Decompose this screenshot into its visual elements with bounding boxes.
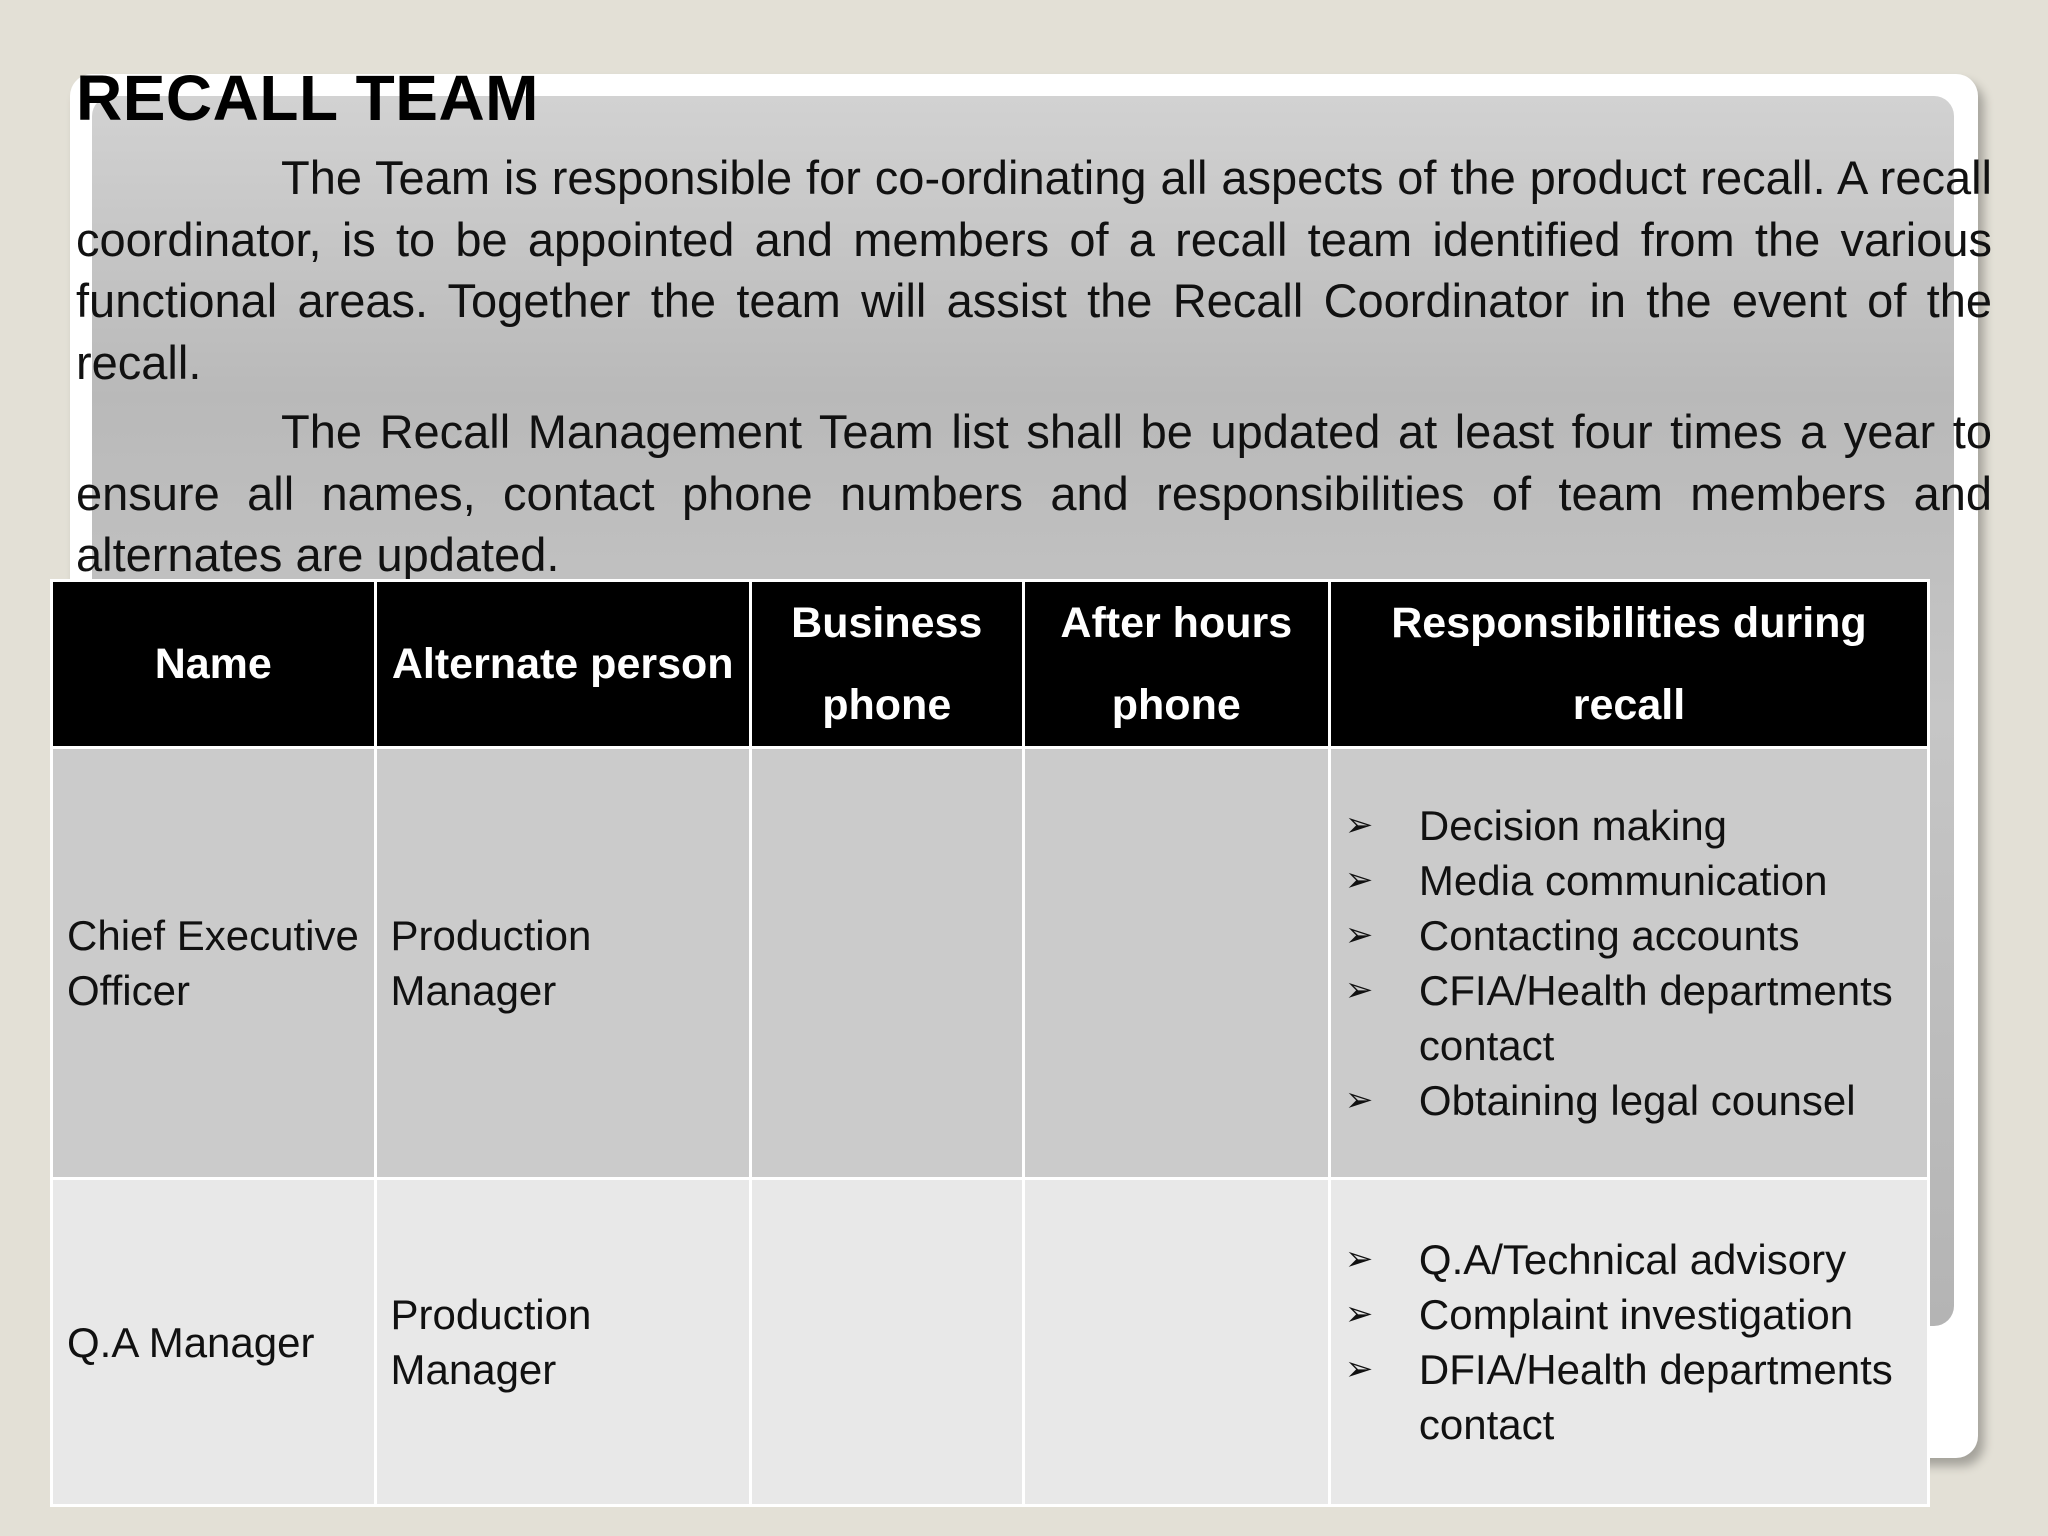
recall-team-table <box>50 579 1930 1507</box>
list-item-text: CFIA/Health departments contact <box>1418 967 1893 1069</box>
list-item <box>1345 1342 1917 1452</box>
cell-business-phone <box>750 748 1023 1179</box>
header-after-hours-phone: After hours phone <box>1023 581 1329 748</box>
header-business-phone: Business phone <box>750 581 1023 748</box>
slide-body <box>76 147 1992 594</box>
cell-after-hours-phone <box>1023 1179 1329 1506</box>
list-item <box>1345 798 1917 853</box>
update-policy-paragraph: The Recall Management Team list shall be updated at least four times a year to ensure all names, contact phone numbers and responsibilities of team members and alternates are updated. <box>76 405 1992 581</box>
list-item <box>1345 963 1917 1073</box>
responsibilities-list <box>1345 798 1917 1128</box>
arrowhead-bullet-icon: ➢ <box>1344 970 1374 1010</box>
arrowhead-bullet-icon: ➢ <box>1344 1294 1374 1334</box>
cell-responsibilities <box>1329 1179 1928 1506</box>
list-item <box>1345 908 1917 963</box>
cell-responsibilities <box>1329 748 1928 1179</box>
arrowhead-bullet-icon: ➢ <box>1344 805 1374 845</box>
arrowhead-bullet-icon: ➢ <box>1344 1239 1374 1279</box>
cell-alternate: Production Manager <box>375 748 750 1179</box>
list-item-text: Q.A/Technical advisory <box>1418 1236 1847 1283</box>
header-responsibilities: Responsibilities during recall <box>1329 581 1928 748</box>
list-item <box>1345 1073 1917 1128</box>
intro-paragraph: The Team is responsible for co-ordinating all aspects of the product recall. A recall coordinator, is to be appointed and members of a recall team identified from the various functional areas. Together the team will assist the Recall Coordinator in the event of the recall. <box>76 151 1992 389</box>
list-item-text: Contacting accounts <box>1418 912 1800 959</box>
table-header-row <box>52 581 1929 748</box>
header-name: Name <box>52 581 376 748</box>
arrowhead-bullet-icon: ➢ <box>1344 860 1374 900</box>
list-item-text: Obtaining legal counsel <box>1418 1077 1856 1124</box>
list-item <box>1345 1287 1917 1342</box>
cell-after-hours-phone <box>1023 748 1329 1179</box>
slide-title: RECALL TEAM <box>76 62 539 134</box>
table-row <box>52 1179 1929 1506</box>
arrowhead-bullet-icon: ➢ <box>1344 1349 1374 1389</box>
list-item-text: DFIA/Health departments contact <box>1418 1346 1893 1448</box>
list-item-text: Complaint investigation <box>1418 1291 1854 1338</box>
table-row <box>52 748 1929 1179</box>
list-item <box>1345 1232 1917 1287</box>
list-item-text: Decision making <box>1418 802 1728 849</box>
cell-name: Chief Executive Officer <box>52 748 376 1179</box>
list-item <box>1345 853 1917 908</box>
arrowhead-bullet-icon: ➢ <box>1344 915 1374 955</box>
list-item-text: Media communication <box>1418 857 1828 904</box>
responsibilities-list <box>1345 1232 1917 1452</box>
header-alternate-person: Alternate person <box>375 581 750 748</box>
arrowhead-bullet-icon: ➢ <box>1344 1080 1374 1120</box>
cell-name: Q.A Manager <box>52 1179 376 1506</box>
cell-alternate: Production Manager <box>375 1179 750 1506</box>
cell-business-phone <box>750 1179 1023 1506</box>
